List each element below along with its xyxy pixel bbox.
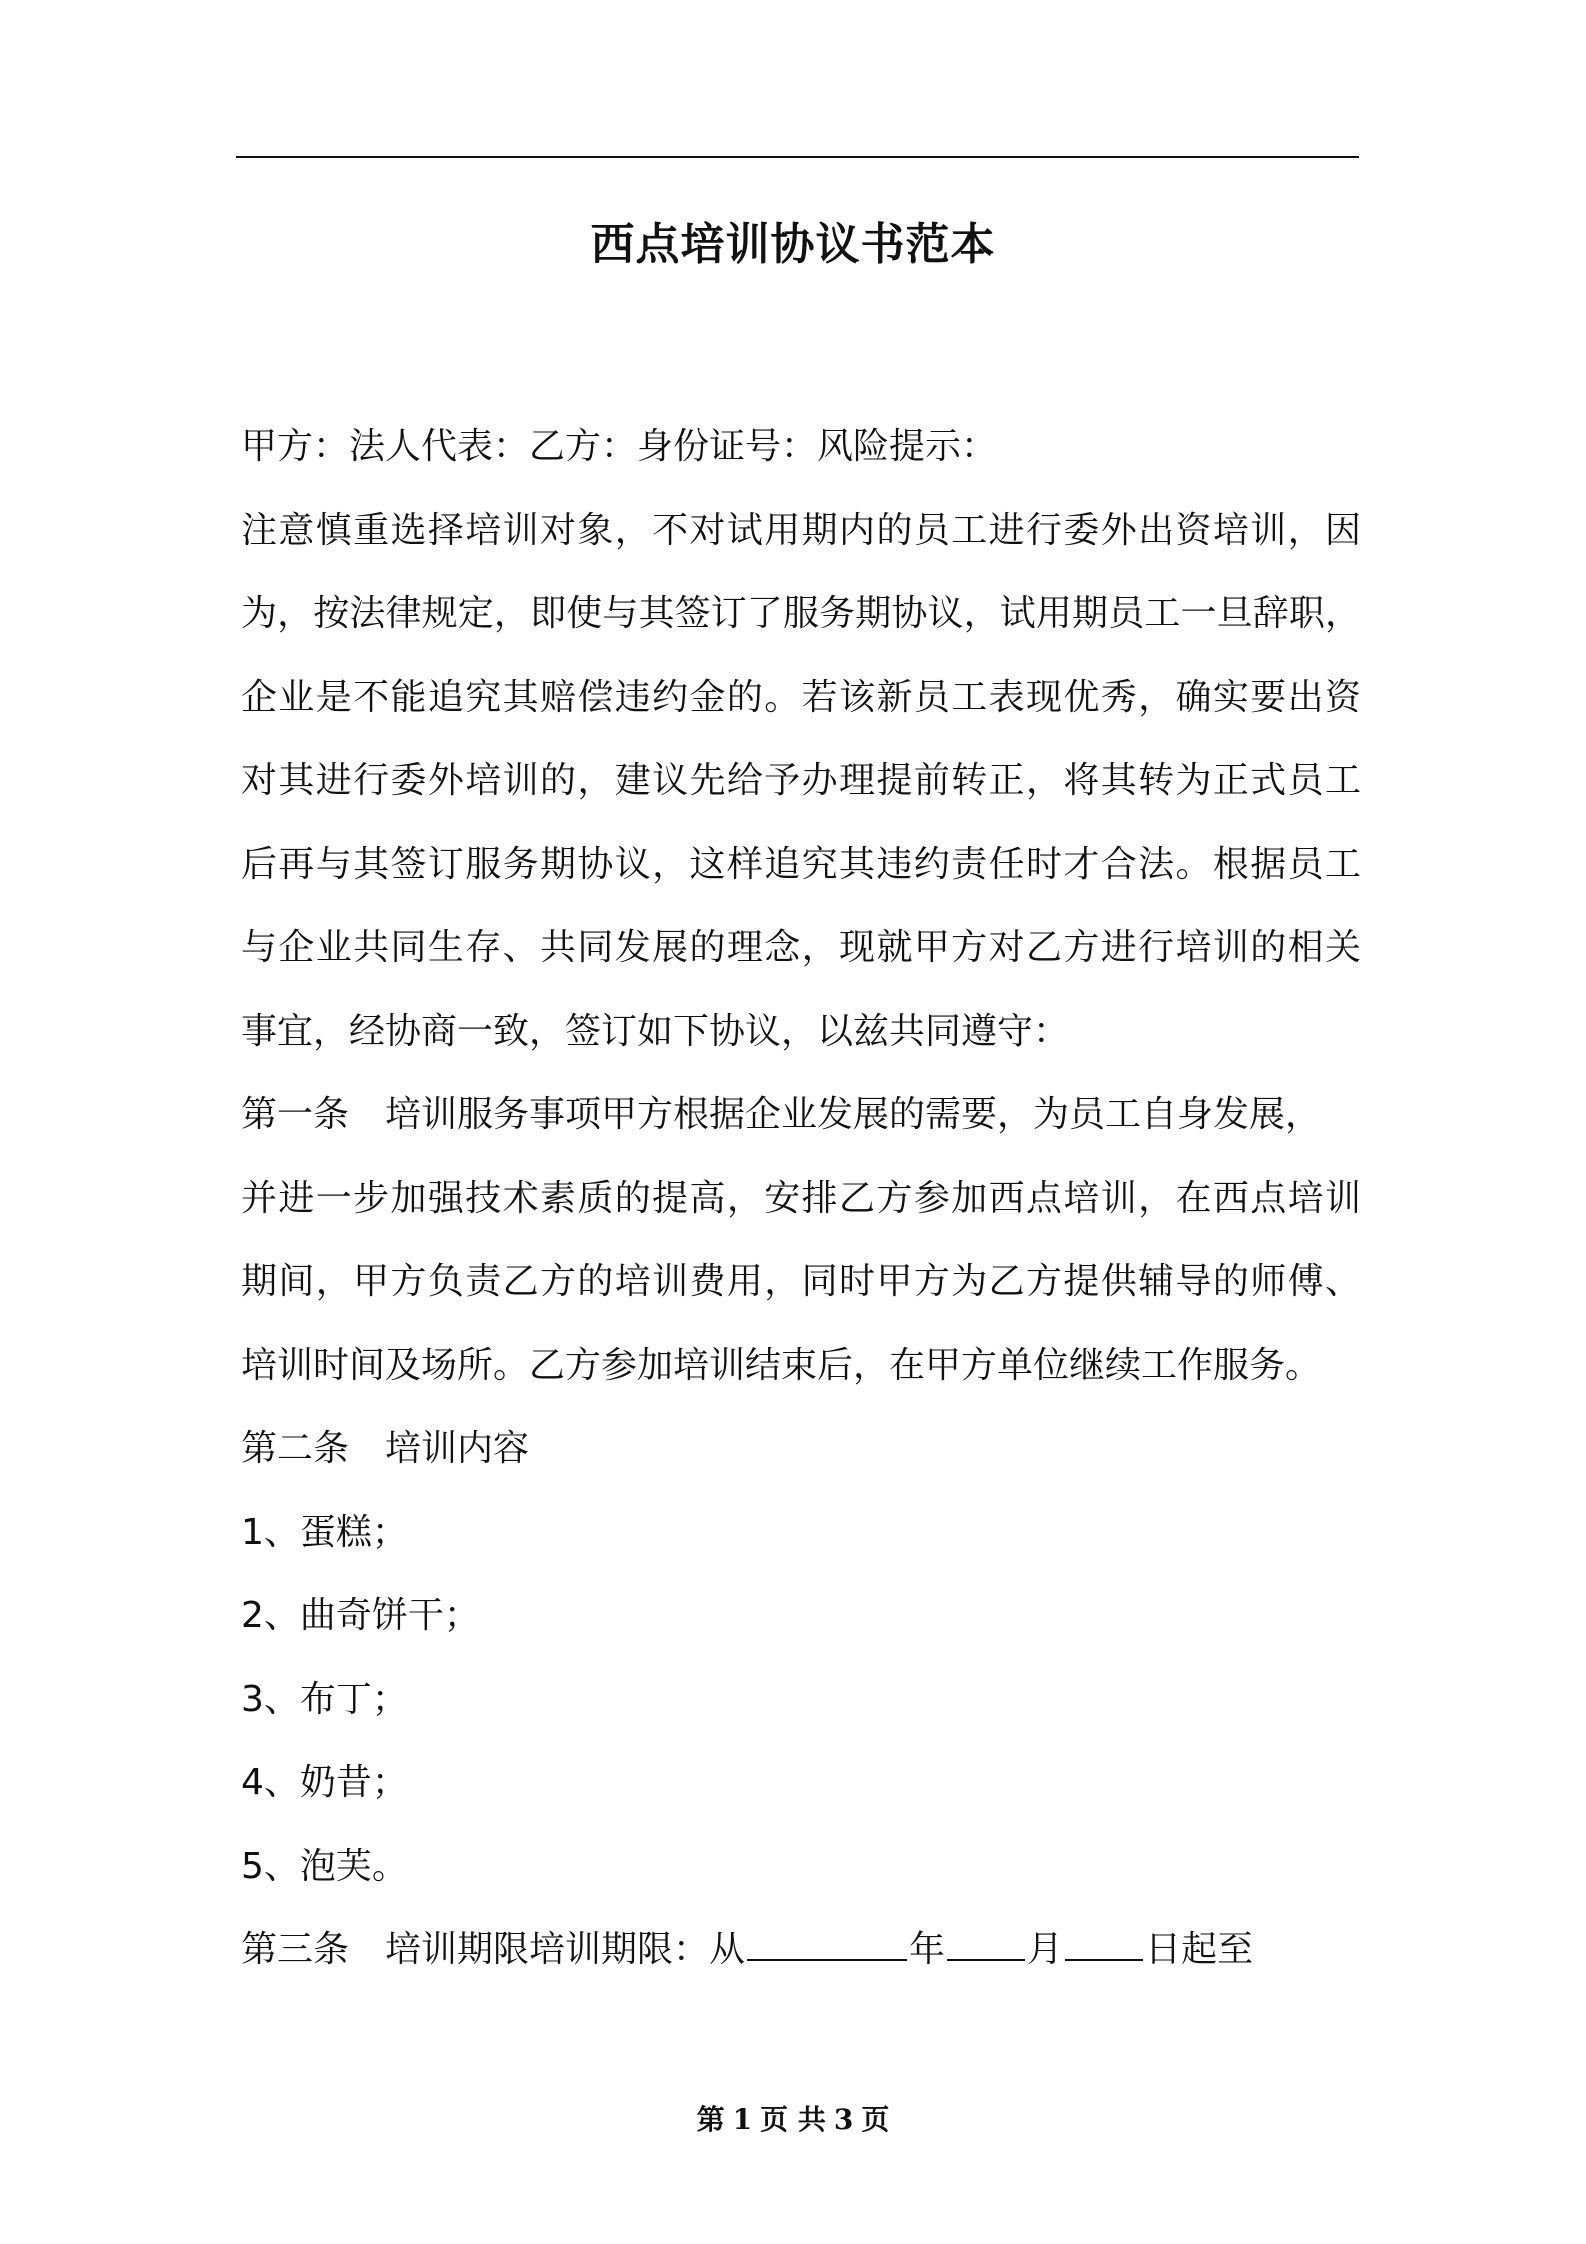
year-blank xyxy=(747,1929,907,1961)
list-item: 1、蛋糕； xyxy=(241,1511,408,1553)
footer-suffix: 页 xyxy=(861,2103,890,2136)
paragraph-line: 事宜，经协商一致，签订如下协议，以兹共同遵守： xyxy=(241,1010,1070,1052)
article1-line: 培训时间及场所。乙方参加培训结束后，在甲方单位继续工作服务。 xyxy=(241,1344,1322,1386)
article2-heading-line xyxy=(241,1407,1361,1491)
day-to-label: 日起至 xyxy=(1145,1929,1254,1970)
article3-heading: 第三条 xyxy=(241,1929,350,1970)
document-body xyxy=(241,405,1361,1992)
month-blank xyxy=(947,1929,1025,1961)
header-rule xyxy=(236,156,1359,158)
paragraph-line: 为，按法律规定，即使与其签订了服务期协议，试用期员工一旦辞职， xyxy=(241,593,1361,634)
paragraph-line: 后再与其签订服务期协议，这样追究其违约责任时才合法。根据员工 xyxy=(241,843,1361,885)
parties-line: 甲方：法人代表：乙方：身份证号：风险提示： xyxy=(241,426,998,467)
paragraph-line: 注意慎重选择培训对象，不对试用期内的员工进行委外出资培训，因 xyxy=(241,509,1361,551)
list-item: 4、奶昔； xyxy=(241,1762,408,1803)
document-title: 西点培训协议书范本 xyxy=(590,219,996,270)
list-item: 2、曲奇饼干； xyxy=(241,1595,480,1636)
month-label: 月 xyxy=(1027,1929,1064,1970)
list-item: 5、泡芙。 xyxy=(241,1845,408,1887)
year-label: 年 xyxy=(909,1929,946,1970)
page-footer xyxy=(0,2100,1586,2140)
article1-first-line xyxy=(241,1073,1361,1157)
page-number: 1 xyxy=(732,2103,753,2136)
paragraph-line: 企业是不能追究其赔偿违约金的。若该新员工表现优秀，确实要出资 xyxy=(241,676,1361,718)
article1-line: 期间，甲方负责乙方的培训费用，同时甲方为乙方提供辅导的师傅、 xyxy=(241,1261,1361,1302)
paragraph-line: 对其进行委外培训的，建议先给予办理提前转正，将其转为正式员工 xyxy=(241,760,1361,801)
article3-line xyxy=(241,1908,1361,1992)
total-pages: 3 xyxy=(833,2103,854,2136)
article1-heading: 第一条 xyxy=(241,1094,350,1135)
article2-title: 培训内容 xyxy=(385,1428,530,1469)
article3-text: 培训期限培训期限：从 xyxy=(385,1929,746,1970)
article1-text: 培训服务事项甲方根据企业发展的需要，为员工自身发展， xyxy=(385,1094,1322,1135)
article2-heading: 第二条 xyxy=(241,1428,350,1469)
day-blank xyxy=(1065,1929,1143,1961)
list-item: 3、布丁； xyxy=(241,1678,408,1720)
footer-prefix: 第 xyxy=(696,2103,725,2136)
footer-middle: 页 共 xyxy=(760,2103,826,2136)
paragraph-line: 与企业共同生存、共同发展的理念，现就甲方对乙方进行培训的相关 xyxy=(241,927,1361,968)
article1-line: 并进一步加强技术素质的提高，安排乙方参加西点培训，在西点培训 xyxy=(241,1177,1361,1219)
